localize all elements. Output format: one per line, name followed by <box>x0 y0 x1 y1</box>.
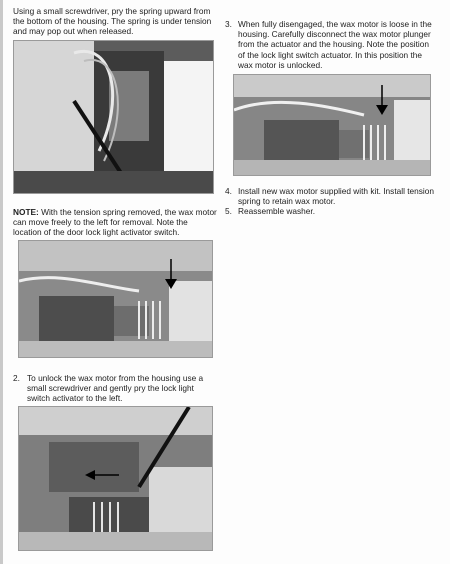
step-3-text: When fully disengaged, the wax motor is loose in the housing. Carefully disconnect the wax motor plunger from the actuator and the housing. Note the position of the lock light switch actuator. In this position the wax motor is unlocked. <box>238 19 432 70</box>
note-label: NOTE: <box>13 207 39 217</box>
step-3-number: 3. <box>225 19 232 29</box>
step-5-text: Reassemble washer. <box>238 206 316 216</box>
intro-instruction: Using a small screwdriver, pry the spring upward from the bottom of the housing. The spring is under tension and may pop out when released. <box>13 6 212 37</box>
step-4-number: 4. <box>225 186 232 196</box>
photo-wax-motor-free <box>18 240 213 358</box>
note-paragraph <box>13 207 218 238</box>
note-text: With the tension spring removed, the wax motor can move freely to the left for removal. Note the location of the door lock light activator switch. <box>13 207 217 238</box>
step-2-text: To unlock the wax motor from the housing use a small screwdriver and gently pry the lock light switch activator to the left. <box>27 373 204 404</box>
photo-spring-pry <box>13 40 214 194</box>
step-5-number: 5. <box>225 206 232 216</box>
step-2-number: 2. <box>13 373 20 383</box>
step-4-text: Install new wax motor supplied with kit. Install tension spring to retain wax motor. <box>238 186 434 207</box>
scan-edge <box>0 0 3 564</box>
photo-wax-motor-unlocked <box>233 74 431 176</box>
photo-unlock-activator <box>18 406 213 551</box>
